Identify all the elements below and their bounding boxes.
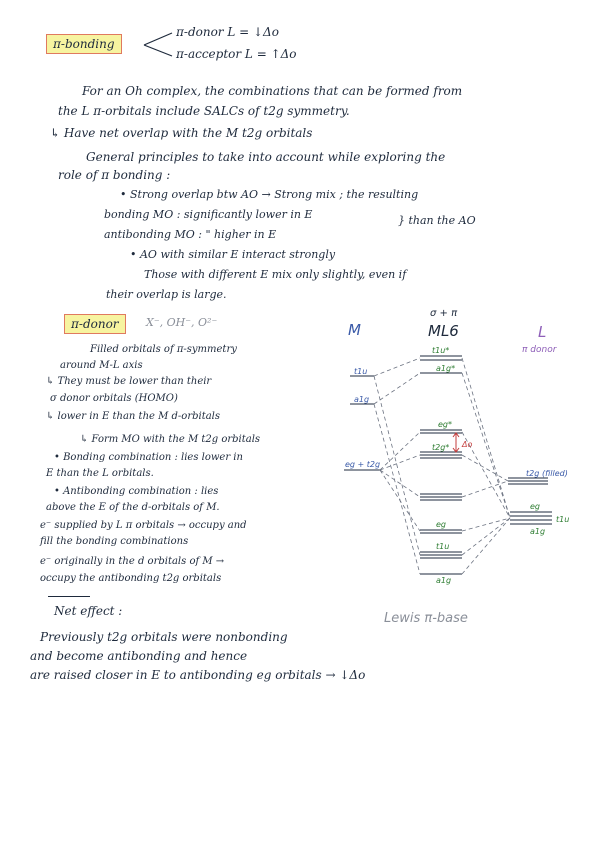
donor-line-10: above the E of the d-orbitals of M.: [46, 502, 220, 513]
intro-line-5: role of π bonding :: [58, 168, 171, 182]
l-t1u-label: t1u: [556, 515, 570, 524]
l-filled-label: (filled): [542, 469, 568, 478]
donor-line-12: fill the bonding combinations: [40, 536, 189, 547]
intro-bonding-mo: bonding MO : significantly lower in E: [104, 208, 313, 221]
donor-line-14: occupy the antibonding t2g orbitals: [40, 573, 222, 584]
pi-donor-box: π-donor: [64, 314, 126, 334]
col-m-label: M: [348, 321, 361, 339]
donor-line-3: ↳ They must be lower than their: [46, 376, 212, 387]
intro-line-4: General principles to take into account while exploring the: [86, 150, 446, 164]
delta-arrow: [453, 433, 459, 452]
col-ml6-top-label: σ + π: [430, 308, 458, 319]
intro-diff-line-2: their overlap is large.: [106, 288, 227, 301]
ml6-t1u-star-label: t1u*: [432, 346, 450, 355]
branch-upper-text: π-donor L = ↓Δo: [176, 25, 279, 39]
intro-line-1: For an Oh complex, the combinations that can be formed from: [82, 84, 463, 98]
col-ml6-label: ML6: [428, 322, 459, 340]
pi-bonding-box: π-bonding: [46, 34, 122, 54]
donor-line-6: ↳ Form MO with the M t2g orbitals: [80, 434, 261, 445]
ml6-eg-label: eg: [436, 520, 446, 529]
ml6-t2g-star-label: t2g*: [432, 443, 450, 452]
m-eg-t2g-label: eg + t2g: [345, 460, 381, 469]
m-t1u-label: t1u: [354, 367, 368, 376]
ml6-t1u-label: t1u: [436, 542, 450, 551]
intro-antibonding-mo: antibonding MO : " higher in E: [104, 228, 277, 241]
intro-diff-line-1: Those with different E mix only slightly, even if: [144, 268, 407, 281]
donor-line-9: • Antibonding combination : lies: [54, 486, 219, 497]
donor-line-4: σ donor orbitals (HOMO): [50, 393, 178, 404]
donor-line-2: around M-L axis: [60, 360, 143, 371]
intro-line-2: the L π-orbitals include SALCs of t2g symmetry.: [58, 104, 350, 118]
intro-line-3: ↳ Have net overlap with the M t2g orbitals: [50, 126, 313, 140]
l-a1g-label: a1g: [530, 527, 546, 536]
intro-brace-note: } than the AO: [398, 214, 476, 227]
donor-line-5: ↳ lower in E than the M d-orbitals: [46, 411, 221, 422]
intro-bullet-2: • AO with similar E interact strongly: [130, 248, 336, 261]
col-l-sub-label: π donor: [522, 345, 557, 355]
delta-label: Δo: [462, 440, 473, 449]
donor-line-7: • Bonding combination : lies lower in: [54, 452, 243, 463]
ml6-eg-star-label: eg*: [438, 420, 452, 429]
net-effect-line-3: are raised closer in E to antibonding eg orbitals → ↓Δo: [30, 668, 366, 682]
donor-line-11: e⁻ supplied by L π orbitals → occupy and: [40, 520, 247, 531]
branch-lower-text: π-acceptor L = ↑Δo: [176, 47, 297, 61]
ml6-a1g-label: a1g: [436, 576, 452, 585]
net-effect-title: Net effect :: [54, 604, 123, 618]
net-effect-line-2: and become antibonding and hence: [30, 649, 248, 663]
intro-bullet-1: • Strong overlap btw AO → Strong mix ; the resulting: [120, 188, 419, 201]
diagram-caption: Lewis π-base: [384, 611, 468, 626]
net-effect-line-1: Previously t2g orbitals were nonbonding: [40, 630, 288, 644]
l-t2g-label: t2g: [526, 469, 540, 478]
donor-line-8: E than the L orbitals.: [46, 468, 154, 479]
ml6-a1g-star-label: a1g*: [436, 364, 456, 373]
col-l-label: L: [538, 323, 547, 341]
donor-line-13: e⁻ originally in the d orbitals of M →: [40, 556, 225, 567]
m-a1g-label: a1g: [354, 395, 370, 404]
donor-line-1: Filled orbitals of π-symmetry: [90, 344, 237, 355]
donor-examples: X⁻, OH⁻, O²⁻: [146, 316, 218, 329]
l-eg-label: eg: [530, 502, 540, 511]
